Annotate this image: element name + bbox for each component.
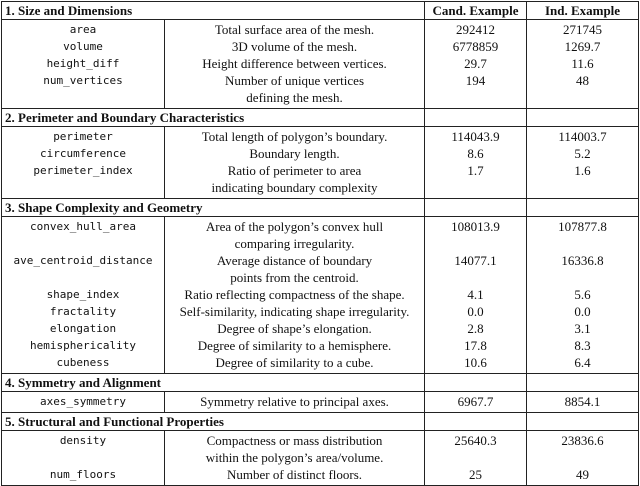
table-row	[2, 72, 639, 109]
cand-value: 6778859	[425, 38, 527, 55]
cand-value: 14077.1	[425, 252, 527, 286]
description-line: Degree of shape’s elongation.	[217, 321, 372, 336]
feature-description	[165, 320, 425, 337]
cand-value: 6967.7	[425, 392, 527, 413]
feature-description	[165, 354, 425, 374]
feature-name: circumference	[2, 145, 165, 162]
description-line: Average distance of boundary	[216, 253, 373, 268]
section-header-row	[2, 413, 639, 431]
feature-description	[165, 20, 425, 39]
table-row	[2, 145, 639, 162]
cand-value: 10.6	[425, 354, 527, 374]
ind-value: 107877.8	[527, 217, 639, 253]
ind-value: 11.6	[527, 55, 639, 72]
feature-name: density	[2, 431, 165, 467]
table-row	[2, 55, 639, 72]
feature-description	[165, 286, 425, 303]
section-title: 3. Shape Complexity and Geometry	[2, 199, 425, 217]
table-row	[2, 354, 639, 374]
ind-value: 1.6	[527, 162, 639, 199]
ind-value: 1269.7	[527, 38, 639, 55]
feature-description	[165, 252, 425, 286]
feature-description	[165, 431, 425, 467]
cand-value: 194	[425, 72, 527, 109]
column-header-ind: Ind. Example	[527, 2, 639, 20]
section-header-row	[2, 374, 639, 392]
ind-value: 271745	[527, 20, 639, 39]
ind-value: 48	[527, 72, 639, 109]
description-line: 3D volume of the mesh.	[231, 39, 358, 54]
description-line: Ratio of perimeter to area	[227, 163, 362, 178]
empty-cell	[527, 199, 639, 217]
table-row	[2, 20, 639, 39]
description-line: comparing irregularity.	[234, 236, 355, 251]
empty-cell	[425, 199, 527, 217]
feature-name: fractality	[2, 303, 165, 320]
description-line: Total length of polygon’s boundary.	[201, 129, 388, 144]
table-row	[2, 303, 639, 320]
description-line: Degree of similarity to a hemisphere.	[197, 338, 392, 353]
cand-value: 25640.3	[425, 431, 527, 467]
feature-name: hemisphericality	[2, 337, 165, 354]
description-line: within the polygon’s area/volume.	[205, 450, 384, 465]
feature-name: convex_hull_area	[2, 217, 165, 253]
description-line: Symmetry relative to principal axes.	[200, 394, 389, 409]
table-row	[2, 252, 639, 286]
feature-name: cubeness	[2, 354, 165, 374]
description-line: indicating boundary complexity	[211, 180, 378, 195]
cand-value: 8.6	[425, 145, 527, 162]
empty-cell	[527, 109, 639, 127]
feature-description	[165, 72, 425, 109]
empty-cell	[425, 109, 527, 127]
ind-value: 16336.8	[527, 252, 639, 286]
ind-value: 23836.6	[527, 431, 639, 467]
empty-cell	[425, 413, 527, 431]
description-line: Area of the polygon’s convex hull	[205, 219, 384, 234]
cand-value: 292412	[425, 20, 527, 39]
table-row	[2, 38, 639, 55]
feature-name: area	[2, 20, 165, 39]
feature-table	[1, 1, 639, 486]
feature-name: perimeter_index	[2, 162, 165, 199]
table-row	[2, 320, 639, 337]
feature-name: perimeter	[2, 127, 165, 146]
cand-value: 0.0	[425, 303, 527, 320]
cand-value: 25	[425, 466, 527, 486]
feature-name: elongation	[2, 320, 165, 337]
column-header-cand: Cand. Example	[425, 2, 527, 20]
description-line: Degree of similarity to a cube.	[215, 355, 374, 370]
empty-cell	[527, 374, 639, 392]
feature-name: volume	[2, 38, 165, 55]
feature-name: num_vertices	[2, 72, 165, 109]
ind-value: 49	[527, 466, 639, 486]
feature-description	[165, 145, 425, 162]
feature-description	[165, 127, 425, 146]
cand-value: 4.1	[425, 286, 527, 303]
table-row	[2, 392, 639, 413]
cand-value: 2.8	[425, 320, 527, 337]
feature-description	[165, 392, 425, 413]
section-header-row	[2, 199, 639, 217]
section-header-row	[2, 109, 639, 127]
cand-value: 17.8	[425, 337, 527, 354]
feature-description	[165, 162, 425, 199]
ind-value: 5.2	[527, 145, 639, 162]
feature-description	[165, 303, 425, 320]
cand-value: 114043.9	[425, 127, 527, 146]
section-title: 4. Symmetry and Alignment	[2, 374, 425, 392]
feature-name: num_floors	[2, 466, 165, 486]
table-row	[2, 162, 639, 199]
description-line: points from the centroid.	[230, 270, 359, 285]
description-line: Number of distinct floors.	[226, 467, 363, 482]
section-header-row	[2, 2, 639, 20]
feature-description	[165, 337, 425, 354]
ind-value: 8.3	[527, 337, 639, 354]
feature-name: ave_centroid_distance	[2, 252, 165, 286]
cand-value: 29.7	[425, 55, 527, 72]
ind-value: 0.0	[527, 303, 639, 320]
ind-value: 3.1	[527, 320, 639, 337]
feature-name: height_diff	[2, 55, 165, 72]
description-line: Self-similarity, indicating shape irregularity.	[179, 304, 410, 319]
description-line: Number of unique vertices	[225, 73, 364, 88]
table-row	[2, 127, 639, 146]
section-title: 5. Structural and Functional Properties	[2, 413, 425, 431]
ind-value: 6.4	[527, 354, 639, 374]
table-row	[2, 217, 639, 253]
description-line: Height difference between vertices.	[202, 56, 387, 71]
table-row	[2, 431, 639, 467]
description-line: Ratio reflecting compactness of the shape.	[184, 287, 405, 302]
cand-value: 1.7	[425, 162, 527, 199]
description-line: Boundary length.	[249, 146, 340, 161]
section-title: 2. Perimeter and Boundary Characteristics	[2, 109, 425, 127]
feature-description	[165, 466, 425, 486]
ind-value: 114003.7	[527, 127, 639, 146]
description-line: Compactness or mass distribution	[206, 433, 383, 448]
ind-value: 5.6	[527, 286, 639, 303]
feature-name: axes_symmetry	[2, 392, 165, 413]
section-title: 1. Size and Dimensions	[2, 2, 425, 20]
description-line: defining the mesh.	[246, 90, 343, 105]
empty-cell	[527, 413, 639, 431]
feature-description	[165, 217, 425, 253]
table-row	[2, 286, 639, 303]
table-row	[2, 466, 639, 486]
feature-name: shape_index	[2, 286, 165, 303]
feature-description	[165, 38, 425, 55]
empty-cell	[425, 374, 527, 392]
description-line: Total surface area of the mesh.	[214, 22, 375, 37]
table-row	[2, 337, 639, 354]
ind-value: 8854.1	[527, 392, 639, 413]
cand-value: 108013.9	[425, 217, 527, 253]
feature-description	[165, 55, 425, 72]
